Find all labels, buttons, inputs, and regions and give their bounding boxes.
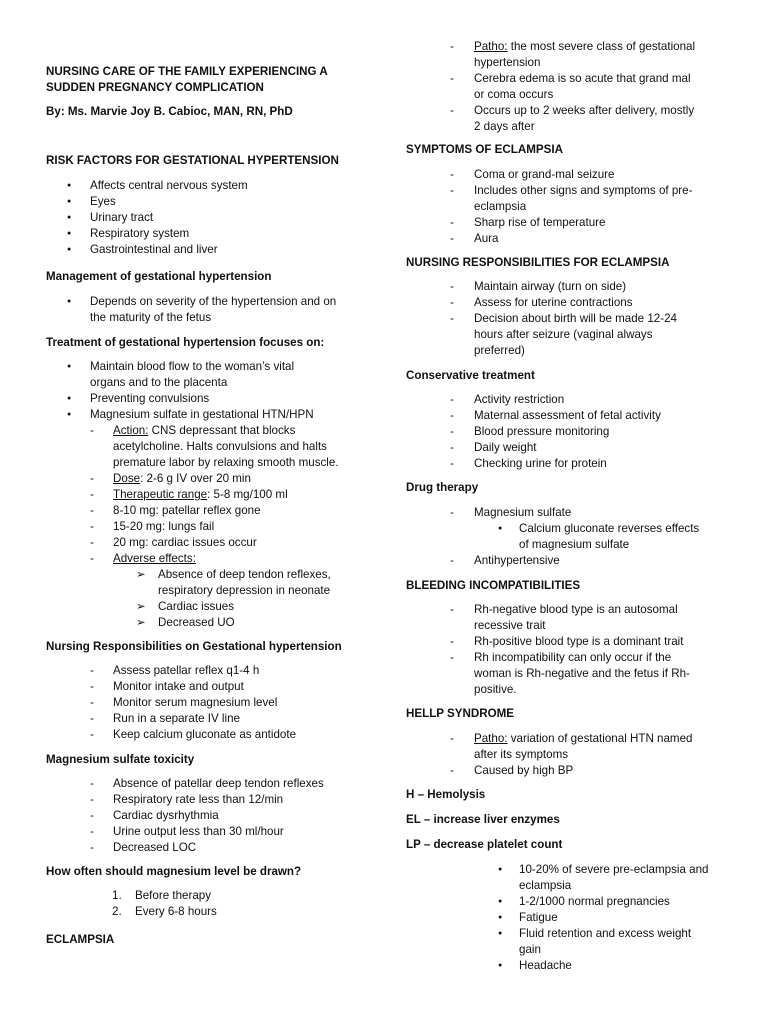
section-heading-nursing-eclampsia: NURSING RESPONSIBILITIES FOR ECLAMPSIA [406,256,670,269]
list-item: - 8-10 mg: patellar reflex gone [90,504,261,517]
dash-icon: - [450,216,454,229]
dash-icon: - [450,764,454,777]
section-heading-symptoms: SYMPTOMS OF ECLAMPSIA [406,143,563,156]
dash-icon: - [450,72,454,85]
list-item: ● Gastrointestinal and liver [46,242,391,258]
list-item: ● Maintain blood flow to the woman’s vital organs and to the placenta [46,359,391,391]
list-item: ● Fatigue [406,910,736,926]
arrow-bullet-icon: ➢ [136,616,146,629]
drug-therapy-list [406,505,736,569]
dash-icon: - [90,841,94,854]
list-item: ➢ Absence of deep tendon reflexes, respiratory depression in neonate [136,568,331,597]
dash-icon: - [450,603,454,616]
list-item: 1. Before therapy [112,889,212,902]
hellp-el-definition: EL – increase liver enzymes [406,813,560,826]
list-item: - 15-20 mg: lungs fail [90,520,215,533]
section-heading-treatment: Treatment of gestational hypertension focuses on: [46,336,325,349]
dash-icon: - [90,825,94,838]
list-item: - Blood pressure monitoring [450,425,610,438]
dash-icon: - [450,393,454,406]
list-item: ● Magnesium sulfate in gestational HTN/HPN [46,407,391,423]
list-item: - Dose: 2-6 g IV over 20 min [90,472,251,485]
bullet-icon [67,359,71,377]
list-item: - Absence of patellar deep tendon reflexes [90,777,324,790]
list-item: ● 10-20% of severe pre-eclampsia and eclampsia [406,862,736,894]
list-item: - Caused by high BP [450,764,574,777]
bullet-icon [498,926,502,944]
section-heading-conservative: Conservative treatment [406,369,535,382]
bullet-icon [498,958,502,976]
dash-icon: - [90,712,94,725]
bullet-icon [67,242,71,260]
symptoms-list [406,167,736,247]
list-item: ● Depends on severity of the hypertension and on the maturity of the fetus [46,294,391,326]
list-item: - Respiratory rate less than 12/min [90,793,284,806]
dash-icon: - [90,728,94,741]
dash-icon: - [90,793,94,806]
dash-icon: - [90,472,94,485]
dash-icon: - [90,536,94,549]
list-item: - Maternal assessment of fetal activity [450,409,661,422]
toxicity-list [46,776,391,856]
section-heading-hellp: HELLP SYNDROME [406,707,515,720]
dash-icon: - [90,696,94,709]
dash-icon: - [90,552,94,565]
dash-icon: - [90,809,94,822]
list-item: ● Respiratory system [46,226,391,242]
dash-icon: - [450,296,454,309]
list-item: ● Urinary tract [46,210,391,226]
list-item: - Rh-negative blood type is an autosomal recessive trait [450,603,678,632]
list-item: - Magnesium sulfate [450,506,572,519]
section-heading-eclampsia: ECLAMPSIA [46,933,115,946]
nursing-eclampsia-list [406,279,736,359]
section-heading-drawn: How often should magnesium level be drawn? [46,865,302,878]
list-item: - Sharp rise of temperature [450,216,606,229]
dash-icon: - [90,424,94,437]
list-item: ● Eyes [46,194,391,210]
list-item: - Adverse effects: [90,552,196,565]
dash-icon: - [450,554,454,567]
conservative-list [406,392,736,472]
list-item: 2. Every 6-8 hours [112,905,217,918]
list-item: - Urine output less than 30 ml/hour [90,825,284,838]
document-title [46,64,391,96]
nursing-htn-list [46,663,391,743]
section-heading-nursing-htn: Nursing Responsibilities on Gestational hypertension [46,640,342,653]
dash-icon: - [450,651,454,664]
list-item: - Monitor intake and output [90,680,244,693]
list-item: - Cerebra edema is so acute that grand mal or coma occurs [450,72,691,101]
list-item: - Action: CNS depressant that blocks acetylcholine. Halts convulsions and halts premature labor by relaxing smooth muscle. [90,424,339,469]
list-item: ● Calcium gluconate reverses effects of magnesium sulfate [406,521,736,553]
hellp-lp-definition: LP – decrease platelet count [406,838,563,851]
list-item: - Includes other signs and symptoms of pre- eclampsia [450,184,693,213]
dash-icon: - [450,441,454,454]
list-item: - Checking urine for protein [450,457,607,470]
list-item: - Daily weight [450,441,537,454]
dash-icon: - [450,168,454,181]
dash-icon: - [450,425,454,438]
dash-icon: - [450,280,454,293]
drawn-list [46,888,391,920]
eclampsia-list [406,39,736,135]
dash-icon: - [450,104,454,117]
list-item: - Decision about birth will be made 12-24 hours after seizure (vaginal always preferred) [450,312,678,357]
list-item: ● Headache [406,958,736,974]
section-heading-drug-therapy: Drug therapy [406,481,479,494]
list-item: - Assess patellar reflex q1-4 h [90,664,260,677]
dash-icon: - [90,488,94,501]
list-item: - Patho: variation of gestational HTN named after its symptoms [450,732,693,761]
list-item: - Therapeutic range: 5-8 mg/100 ml [90,488,288,501]
arrow-bullet-icon: ➢ [136,568,146,581]
list-item: - Coma or grand-mal seizure [450,168,615,181]
list-item: - Monitor serum magnesium level [90,696,278,709]
dash-icon: - [450,312,454,325]
list-item: - 20 mg: cardiac issues occur [90,536,257,549]
list-item: - Rh-positive blood type is a dominant trait [450,635,684,648]
bullet-icon [498,521,502,539]
dash-icon: - [90,664,94,677]
list-item: - Decreased LOC [90,841,197,854]
title-line: SUDDEN PREGNANCY COMPLICATION [46,81,264,94]
dash-icon: - [450,635,454,648]
dash-icon: - [450,506,454,519]
list-item: - Cardiac dysrhythmia [90,809,219,822]
list-item: ● Preventing convulsions [46,391,391,407]
section-heading-toxicity: Magnesium sulfate toxicity [46,753,195,766]
dash-icon: - [450,409,454,422]
list-item: - Keep calcium gluconate as antidote [90,728,297,741]
list-item: - Activity restriction [450,393,565,406]
author-line: By: Ms. Marvie Joy B. Cabioc, MAN, RN, PhD [46,105,293,118]
list-item: ● Affects central nervous system [46,178,391,194]
list-item: - Patho: the most severe class of gestational hypertension [450,40,696,69]
bleeding-list [406,602,736,698]
dash-icon: - [450,457,454,470]
section-heading-bleeding: BLEEDING INCOMPATIBILITIES [406,579,581,592]
list-item: - Maintain airway (turn on side) [450,280,627,293]
list-item: - Aura [450,232,499,245]
dash-icon: - [90,504,94,517]
dash-icon: - [450,40,454,53]
bullet-icon [67,294,71,312]
list-item: - Rh incompatibility can only occur if the woman is Rh-negative and the fetus if Rh- positive. [450,651,690,696]
hellp-facts-list [406,862,736,974]
list-item: - Assess for uterine contractions [450,296,633,309]
list-item: ● 1-2/1000 normal pregnancies [406,894,736,910]
list-item: ➢ Cardiac issues [136,600,235,613]
list-item: ➢ Decreased UO [136,616,235,629]
section-heading-management: Management of gestational hypertension [46,270,272,283]
dash-icon: - [450,232,454,245]
dash-icon: - [90,680,94,693]
dash-icon: - [450,732,454,745]
dash-icon: - [90,520,94,533]
list-item: - Occurs up to 2 weeks after delivery, mostly 2 days after [450,104,695,133]
treatment-list [46,359,391,631]
dash-icon: - [90,777,94,790]
dash-icon: - [450,184,454,197]
bullet-icon [498,862,502,880]
risk-factor-list [46,178,391,258]
management-list [46,294,391,326]
hellp-h-definition: H – Hemolysis [406,788,486,801]
arrow-bullet-icon: ➢ [136,600,146,613]
list-item: - Antihypertensive [450,554,560,567]
list-item: - Run in a separate IV line [90,712,240,725]
list-item: ● Fluid retention and excess weight gain [406,926,736,958]
hellp-list [406,731,736,779]
section-heading-risk-factors: RISK FACTORS FOR GESTATIONAL HYPERTENSION [46,154,339,167]
title-line: NURSING CARE OF THE FAMILY EXPERIENCING A [46,65,328,78]
